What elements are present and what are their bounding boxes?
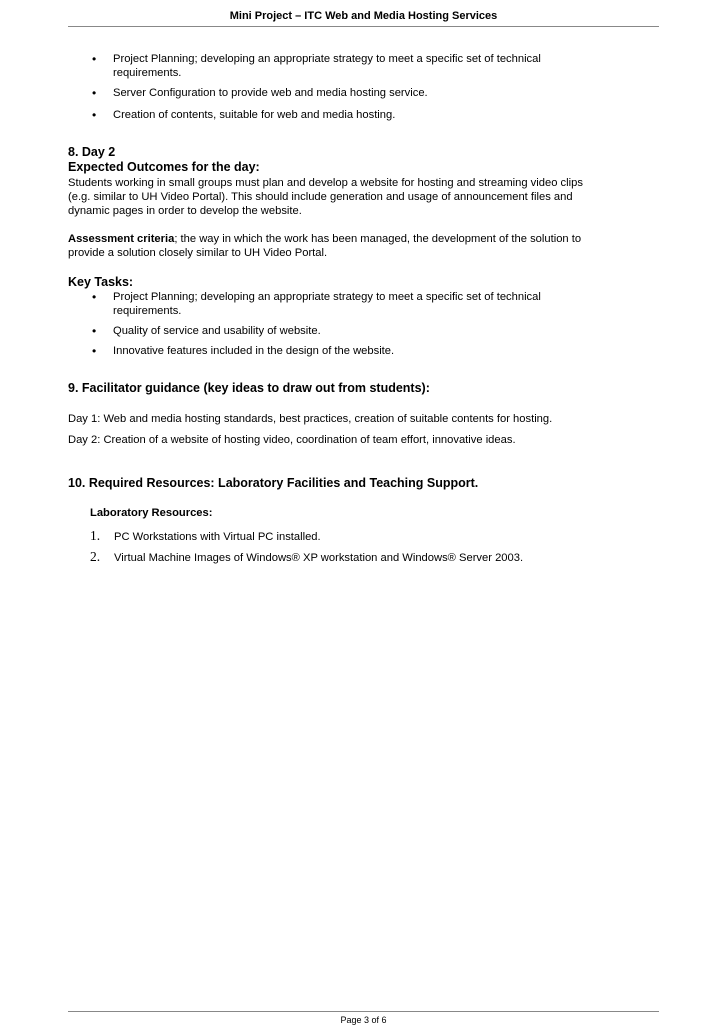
section-heading-day2: 8. Day 2	[68, 145, 116, 159]
bullet-icon: •	[92, 324, 97, 338]
guidance-day1: Day 1: Web and media hosting standards, best practices, creation of suitable contents for hosting.	[68, 413, 553, 425]
lab-resources-list	[90, 530, 650, 565]
bullet-text-line: Project Planning; developing an appropriate strategy to meet a specific set of technical	[113, 53, 541, 65]
list-item	[90, 344, 630, 358]
lab-resources-heading: Laboratory Resources:	[90, 507, 213, 519]
bullet-icon: •	[92, 108, 97, 122]
assessment-text: ; the way in which the work has been managed, the development of the solution to	[174, 233, 582, 245]
list-number: 2.	[90, 549, 101, 564]
list-item	[90, 324, 630, 338]
bullet-icon: •	[92, 290, 97, 304]
bullet-icon: •	[92, 52, 97, 66]
list-item	[90, 530, 650, 544]
paragraph-line: provide a solution closely similar to UH Video Portal.	[68, 247, 328, 259]
list-item	[90, 108, 630, 122]
section-heading-10: 10. Required Resources: Laboratory Facilities and Teaching Support.	[68, 476, 479, 490]
bullet-text-line: requirements.	[113, 67, 182, 79]
guidance-day2: Day 2: Creation of a website of hosting video, coordination of team effort, innovative ideas.	[68, 434, 516, 446]
paragraph-line	[68, 232, 668, 246]
bullet-text-line: Creation of contents, suitable for web and media hosting.	[113, 109, 396, 121]
list-item	[90, 551, 650, 565]
page-number: Page 3 of 6	[340, 1015, 387, 1025]
outcomes-heading: Expected Outcomes for the day:	[68, 160, 260, 174]
bullet-text-line: Project Planning; developing an appropriate strategy to meet a specific set of technical	[113, 291, 541, 303]
outcomes-paragraph	[68, 176, 668, 218]
footer-divider	[68, 1011, 659, 1012]
page-header: Mini Project – ITC Web and Media Hosting Services	[229, 10, 498, 22]
bullet-text-line: Server Configuration to provide web and media hosting service.	[113, 87, 428, 99]
assessment-label: Assessment criteria	[68, 233, 175, 245]
bullet-text-line: requirements.	[113, 305, 182, 317]
header-divider	[68, 26, 659, 27]
list-item-text: Virtual Machine Images of Windows® XP workstation and Windows® Server 2003.	[114, 552, 524, 564]
list-item	[90, 86, 630, 100]
bullet-text-line: Innovative features included in the design of the website.	[113, 345, 395, 357]
section-heading-9: 9. Facilitator guidance (key ideas to draw out from students):	[68, 381, 430, 395]
list-item	[90, 52, 630, 80]
bullet-icon: •	[92, 344, 97, 358]
paragraph-line: dynamic pages in order to develop the website.	[68, 205, 302, 217]
key-tasks-heading: Key Tasks:	[68, 275, 134, 289]
key-tasks-list	[90, 290, 630, 358]
list-number: 1.	[90, 528, 101, 543]
bullet-icon: •	[92, 86, 97, 100]
intro-bullet-list	[90, 52, 630, 122]
assessment-paragraph	[68, 232, 668, 260]
list-item	[90, 290, 630, 318]
list-item-text: PC Workstations with Virtual PC installed.	[114, 531, 321, 543]
paragraph-line: Students working in small groups must plan and develop a website for hosting and streaming video clips	[68, 177, 583, 189]
paragraph-line: (e.g. similar to UH Video Portal). This should include generation and usage of announcement files and	[68, 191, 573, 203]
bullet-text-line: Quality of service and usability of website.	[113, 325, 321, 337]
